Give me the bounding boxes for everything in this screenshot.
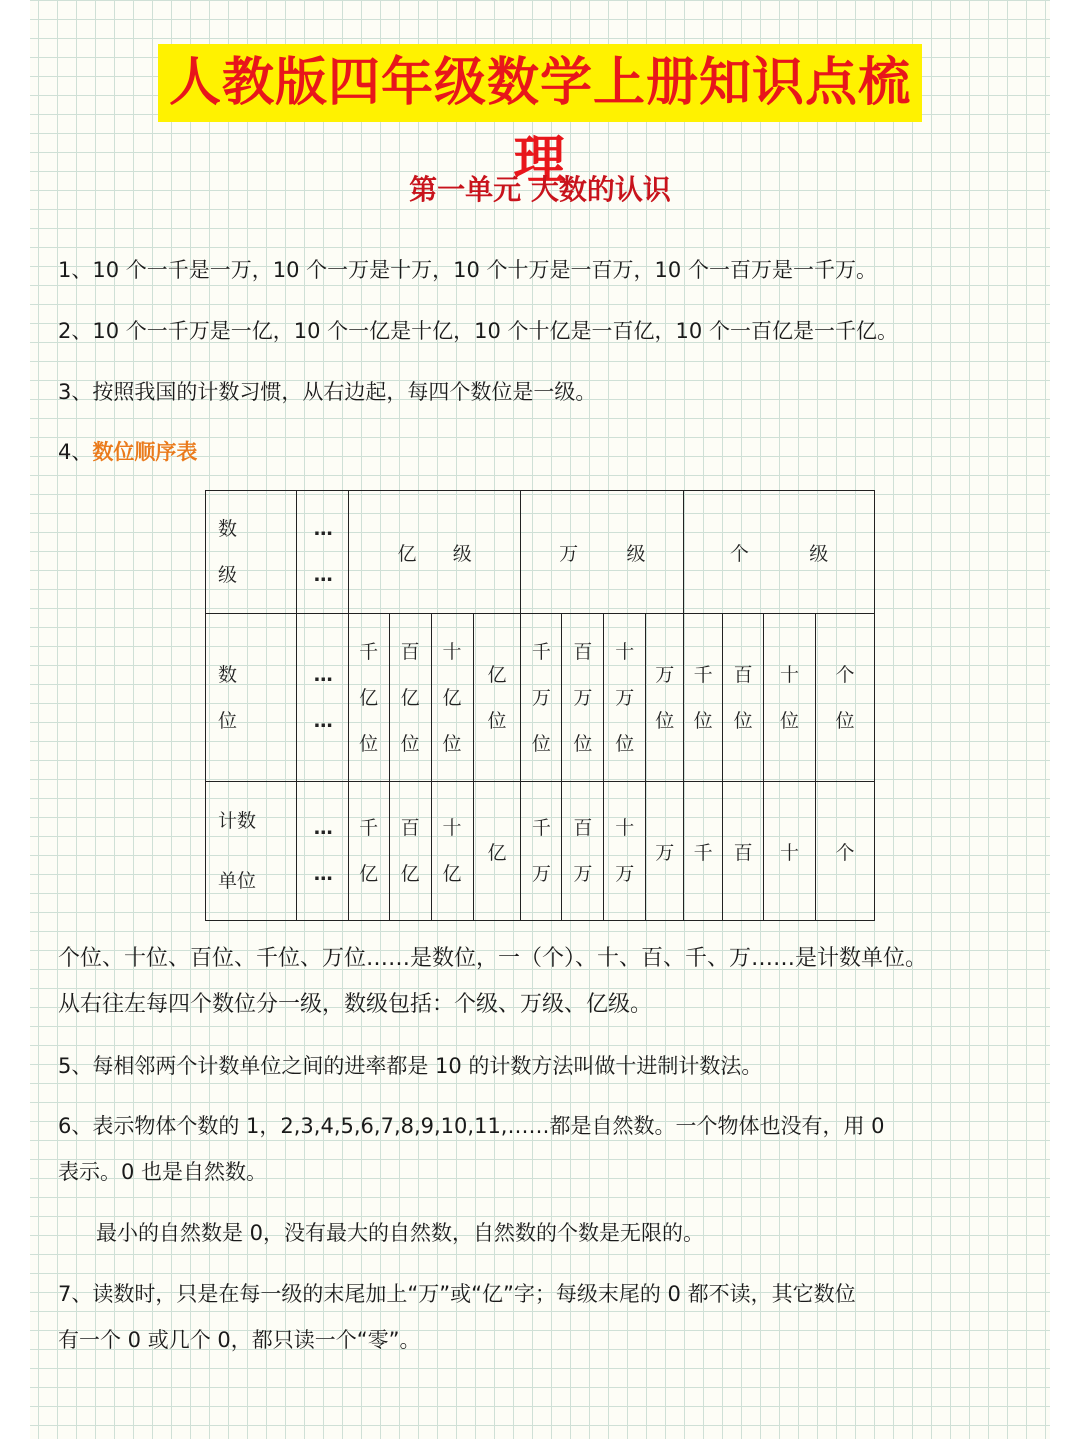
- dots-cell: … …: [296, 782, 348, 921]
- place-cell: 亿 位: [473, 614, 521, 782]
- note-line-2: 从右往左每四个数位分一级，数级包括：个级、万级、亿级。: [58, 992, 653, 1017]
- point-4: [58, 437, 197, 467]
- table-row-levels: [206, 491, 875, 614]
- unit-cell: 十 亿: [431, 782, 473, 921]
- place-cell: 十 万 位: [604, 614, 646, 782]
- dots-cell: … …: [296, 614, 348, 782]
- note-line-1: 个位、十位、百位、千位、万位……是数位，一（个）、十、百、千、万……是计数单位。: [58, 946, 928, 971]
- place-cell: 百 亿 位: [389, 614, 431, 782]
- place-cell: 十 亿 位: [431, 614, 473, 782]
- unit-cell: 个: [816, 782, 875, 921]
- level-ge: 个 级: [684, 491, 875, 614]
- row-head-places: 数 位: [206, 614, 297, 782]
- point-7-line-2: 有一个 0 或几个 0，都只读一个“零”。: [58, 1328, 421, 1352]
- row-head-units: 计数 单位: [206, 782, 297, 921]
- dots-cell: … …: [296, 491, 348, 614]
- point-6-line-3: 最小的自然数是 0，没有最大的自然数，自然数的个数是无限的。: [96, 1221, 705, 1245]
- page-title: 人教版四年级数学上册知识点梳理: [158, 44, 922, 122]
- unit-cell: 十 万: [604, 782, 646, 921]
- page-margin-left: [0, 0, 30, 1439]
- point-4-prefix: 4、: [58, 440, 93, 464]
- unit-cell: 百: [723, 782, 764, 921]
- place-cell: 千 万 位: [521, 614, 562, 782]
- table-row-units: [206, 782, 875, 921]
- unit-title: 第一单元 大数的认识: [409, 173, 671, 206]
- table-row-places: [206, 614, 875, 782]
- row-head-levels: 数 级: [206, 491, 297, 614]
- place-cell: 千 亿 位: [348, 614, 389, 782]
- page-margin-right: [1050, 0, 1080, 1439]
- unit-cell: 千 亿: [348, 782, 389, 921]
- unit-cell: 千: [684, 782, 723, 921]
- place-cell: 个 位: [816, 614, 875, 782]
- place-cell: 百 位: [723, 614, 764, 782]
- place-value-table-label: 数位顺序表: [92, 440, 198, 464]
- unit-cell: 百 万: [562, 782, 604, 921]
- unit-cell: 万: [646, 782, 684, 921]
- unit-cell: 千 万: [521, 782, 562, 921]
- unit-cell: 百 亿: [389, 782, 431, 921]
- level-wan: 万 级: [521, 491, 684, 614]
- point-2: 2、10 个一千万是一亿，10 个一亿是十亿，10 个十亿是一百亿，10 个一百亿是一千亿。: [58, 319, 898, 343]
- point-1: 1、10 个一千是一万，10 个一万是十万，10 个十万是一百万，10 个一百万是一千万。: [58, 258, 877, 282]
- point-6-line-2: 表示。0 也是自然数。: [58, 1160, 268, 1184]
- unit-cell: 亿: [473, 782, 521, 921]
- point-3: 3、按照我国的计数习惯，从右边起，每四个数位是一级。: [58, 380, 597, 404]
- place-value-table: [205, 490, 875, 921]
- point-6-line-1: 6、表示物体个数的 1，2,3,4,5,6,7,8,9,10,11,……都是自然数。一个物体也没有，用 0: [58, 1114, 885, 1138]
- place-cell: 十 位: [764, 614, 816, 782]
- point-7-line-1: 7、读数时，只是在每一级的末尾加上“万”或“亿”字；每级末尾的 0 都不读，其它数位: [58, 1282, 856, 1306]
- unit-cell: 十: [764, 782, 816, 921]
- place-cell: 百 万 位: [562, 614, 604, 782]
- place-cell: 千 位: [684, 614, 723, 782]
- place-cell: 万 位: [646, 614, 684, 782]
- point-5: 5、每相邻两个计数单位之间的进率都是 10 的计数方法叫做十进制计数法。: [58, 1054, 763, 1078]
- level-yi: 亿 级: [348, 491, 521, 614]
